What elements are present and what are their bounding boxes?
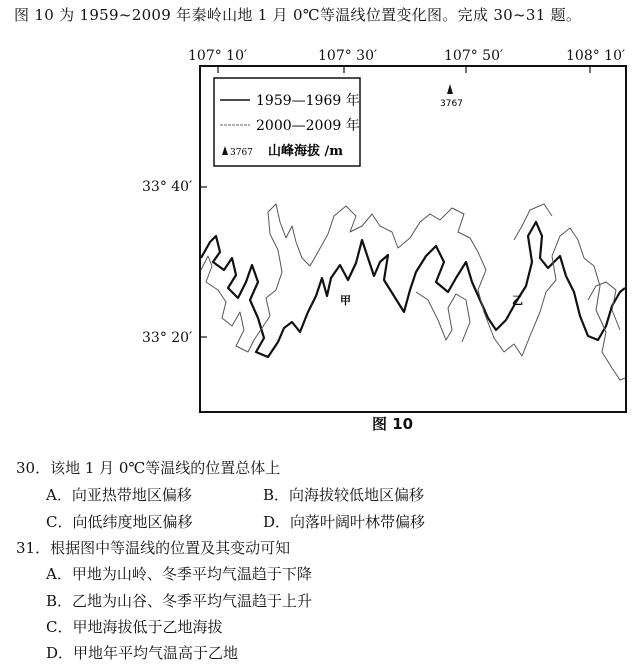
figure-caption: 图 10 (372, 415, 414, 433)
place-yi: 乙 (512, 294, 523, 307)
q30-option-c[interactable]: C．向低纬度地区偏移 (46, 513, 193, 531)
q30-option-a[interactable]: A．向亚热带地区偏移 (46, 486, 192, 504)
intro-text: 图 10 为 1959~2009 年秦岭山地 1 月 0℃等温线位置变化图。完成 30~31 题。 (14, 6, 582, 24)
lon-label-4: 108° 10′ (566, 48, 626, 64)
contour-2000-2009 (201, 204, 625, 380)
q30-stem: 30．该地 1 月 0℃等温线的位置总体上 (16, 459, 281, 477)
contour-1959-1969 (201, 222, 625, 357)
peak-value: 3767 (440, 99, 463, 109)
lon-label-3: 107° 50′ (444, 48, 504, 64)
lat-label-2: 33° 20′ (142, 330, 193, 346)
q30-option-b[interactable]: B．向海拔较低地区偏移 (263, 486, 425, 504)
peak-icon (447, 84, 453, 94)
legend-new-label: 2000—2009 年 (256, 118, 360, 134)
lon-label-1: 107° 10′ (188, 48, 248, 64)
place-jia: 甲 (340, 294, 351, 307)
legend-peak-label: 山峰海拔 /m (268, 144, 344, 159)
lon-label-2: 107° 30′ (318, 48, 378, 64)
contour-2000-2009-detail (416, 204, 620, 342)
lat-label-1: 33° 40′ (142, 179, 193, 195)
q31-option-b[interactable]: B．乙地为山谷、冬季平均气温趋于上升 (46, 592, 313, 610)
q30-option-d[interactable]: D．向落叶阔叶林带偏移 (263, 513, 426, 531)
q31-option-d[interactable]: D．甲地年平均气温高于乙地 (46, 644, 239, 662)
q31-option-c[interactable]: C．甲地海拔低于乙地海拔 (46, 618, 223, 636)
q31-stem: 31．根据图中等温线的位置及其变动可知 (16, 539, 291, 557)
q31-option-a[interactable]: A．甲地为山岭、冬季平均气温趋于下降 (46, 565, 312, 583)
legend-peak-value: 3767 (230, 148, 253, 158)
legend-old-label: 1959—1969 年 (256, 93, 360, 109)
